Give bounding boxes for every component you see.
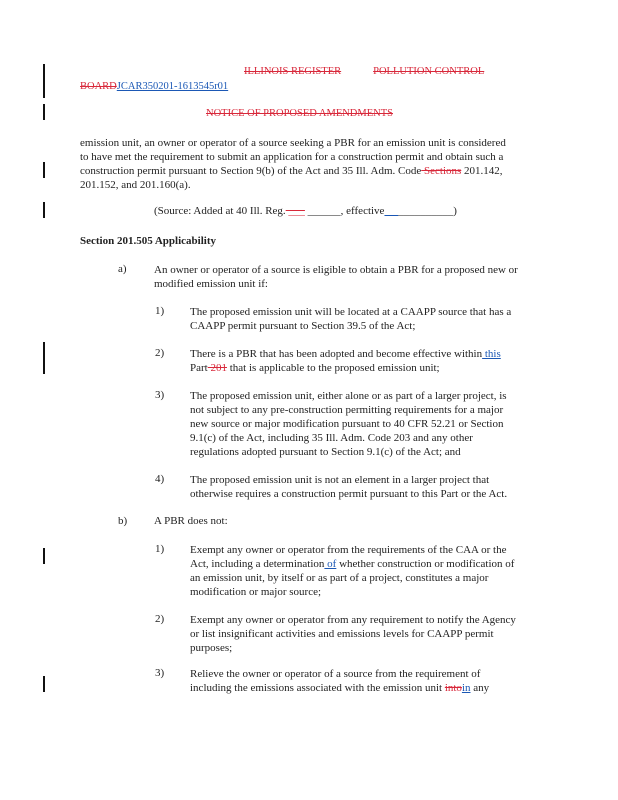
intro-line-3 xyxy=(80,164,580,178)
item-b-text: A PBR does not: xyxy=(154,515,228,527)
intro-line-2: to have met the requirement to submit an application for a construction permit and obtain such a xyxy=(80,151,504,163)
b3-text xyxy=(190,667,489,695)
a2-line-2 xyxy=(190,361,501,375)
a4-text xyxy=(190,473,507,501)
b2-line-2: or list insignificant activities and emissions levels for CAAPP permit xyxy=(190,628,494,640)
a4-number: 4) xyxy=(155,473,165,485)
register-title: ILLINOIS REGISTER xyxy=(244,66,342,77)
change-bar xyxy=(43,548,45,564)
header-line-1 xyxy=(244,66,484,77)
item-a-text xyxy=(154,263,518,291)
notice-title xyxy=(206,108,393,119)
deleted-into: into xyxy=(444,682,462,694)
change-bar xyxy=(43,676,45,692)
change-bar xyxy=(43,162,45,178)
b1-line-2-end: whether construction or modification of xyxy=(336,558,515,570)
inserted-this: this xyxy=(482,348,501,360)
header-line-2 xyxy=(80,81,228,92)
document-id: JCAR350201-1613545r01 xyxy=(116,81,229,92)
intro-line-4: 201.152, and 201.160(a). xyxy=(80,179,191,191)
item-b-label: b) xyxy=(118,515,128,527)
intro-line-1: emission unit, an owner or operator of a source seeking a PBR for an emission unit is considered xyxy=(80,137,506,149)
board-title: BOARD xyxy=(80,81,117,92)
b3-line-1: Relieve the owner or operator of a source from the requirement of xyxy=(190,668,481,680)
a2-part: Part xyxy=(190,362,208,374)
b1-number: 1) xyxy=(155,543,165,555)
b1-line-1: Exempt any owner or operator from the requirements of the CAA or the xyxy=(190,544,507,556)
item-a-label: a) xyxy=(118,263,127,275)
inserted-of: of xyxy=(324,558,337,570)
a1-text xyxy=(190,305,511,333)
b1-line-2-text: Act, including a determination xyxy=(190,558,325,570)
change-bar xyxy=(43,342,45,374)
deleted-sections: Sections xyxy=(421,165,462,177)
b1-text xyxy=(190,543,514,599)
item-a-line-1: An owner or operator of a source is eligible to obtain a PBR for a proposed new or xyxy=(154,264,518,276)
a2-number: 2) xyxy=(155,347,165,359)
b3-number: 3) xyxy=(155,667,165,679)
b1-line-3: an emission unit, by itself or as part of a project, constitutes a major xyxy=(190,572,489,584)
a3-number: 3) xyxy=(155,389,165,401)
section-heading: Section 201.505 Applicability xyxy=(80,235,216,247)
inserted-blank: __ xyxy=(384,205,399,217)
agency-title: POLLUTION CONTROL xyxy=(373,66,485,77)
a1-line-2: CAAPP permit pursuant to Section 39.5 of the Act; xyxy=(190,320,416,332)
deleted-blank: ___ xyxy=(285,205,305,217)
a1-number: 1) xyxy=(155,305,165,317)
item-a-line-2: modified emission unit if: xyxy=(154,278,268,290)
a3-line-3: new source or major modification pursuant to 40 CFR 52.21 or Section xyxy=(190,418,504,430)
a3-line-4: 9.1(c) of the Act, including 35 Ill. Adm. Code 203 and any other xyxy=(190,432,473,444)
a2-line-2-text: that is applicable to the proposed emission unit; xyxy=(226,362,440,374)
intro-line-3-text: construction permit pursuant to Section 9(b) of the Act and 35 Ill. Adm. Code xyxy=(80,165,422,177)
b3-line-2 xyxy=(190,681,489,695)
intro-paragraph xyxy=(80,136,580,192)
b3-line-2-text: including the emissions associated with the emission unit xyxy=(190,682,445,694)
b1-line-4: modification or major source; xyxy=(190,586,322,598)
a2-line-1-text: There is a PBR that has been adopted and become effective within xyxy=(190,348,483,360)
a4-line-1: The proposed emission unit is not an element in a larger project that xyxy=(190,474,490,486)
a2-line-1 xyxy=(190,347,501,361)
deleted-201: 201 xyxy=(207,362,227,374)
change-bar xyxy=(43,64,45,98)
b2-number: 2) xyxy=(155,613,165,625)
a1-line-1: The proposed emission unit will be located at a CAAPP source that has a xyxy=(190,306,512,318)
b1-line-2 xyxy=(190,557,514,571)
b2-line-1: Exempt any owner or operator from any requirement to notify the Agency xyxy=(190,614,516,626)
source-note xyxy=(154,205,457,217)
notice-title-text: NOTICE OF PROPOSED AMENDMENTS xyxy=(206,108,393,119)
inserted-in: in xyxy=(461,682,471,694)
b2-line-3: purposes; xyxy=(190,642,233,654)
b2-text xyxy=(190,613,516,655)
change-bar xyxy=(43,104,45,120)
b3-line-2-end: any xyxy=(470,682,490,694)
source-effective: ______, effective xyxy=(304,205,385,217)
a3-text xyxy=(190,389,507,459)
intro-line-3-end: 201.142, xyxy=(461,165,503,177)
a4-line-2: otherwise requires a construction permit pursuant to this Part or the Act. xyxy=(190,488,508,500)
a3-line-5: regulations adopted pursuant to Section 9.1(c) of the Act; and xyxy=(190,446,461,458)
a3-line-2: not subject to any pre-construction permitting requirements for a major xyxy=(190,404,504,416)
source-suffix: __________) xyxy=(398,205,457,217)
change-bar xyxy=(43,202,45,218)
a2-text xyxy=(190,347,501,375)
a3-line-1: The proposed emission unit, either alone or as part of a larger project, is xyxy=(190,390,507,402)
source-prefix: (Source: Added at 40 Ill. Reg. xyxy=(154,205,286,217)
